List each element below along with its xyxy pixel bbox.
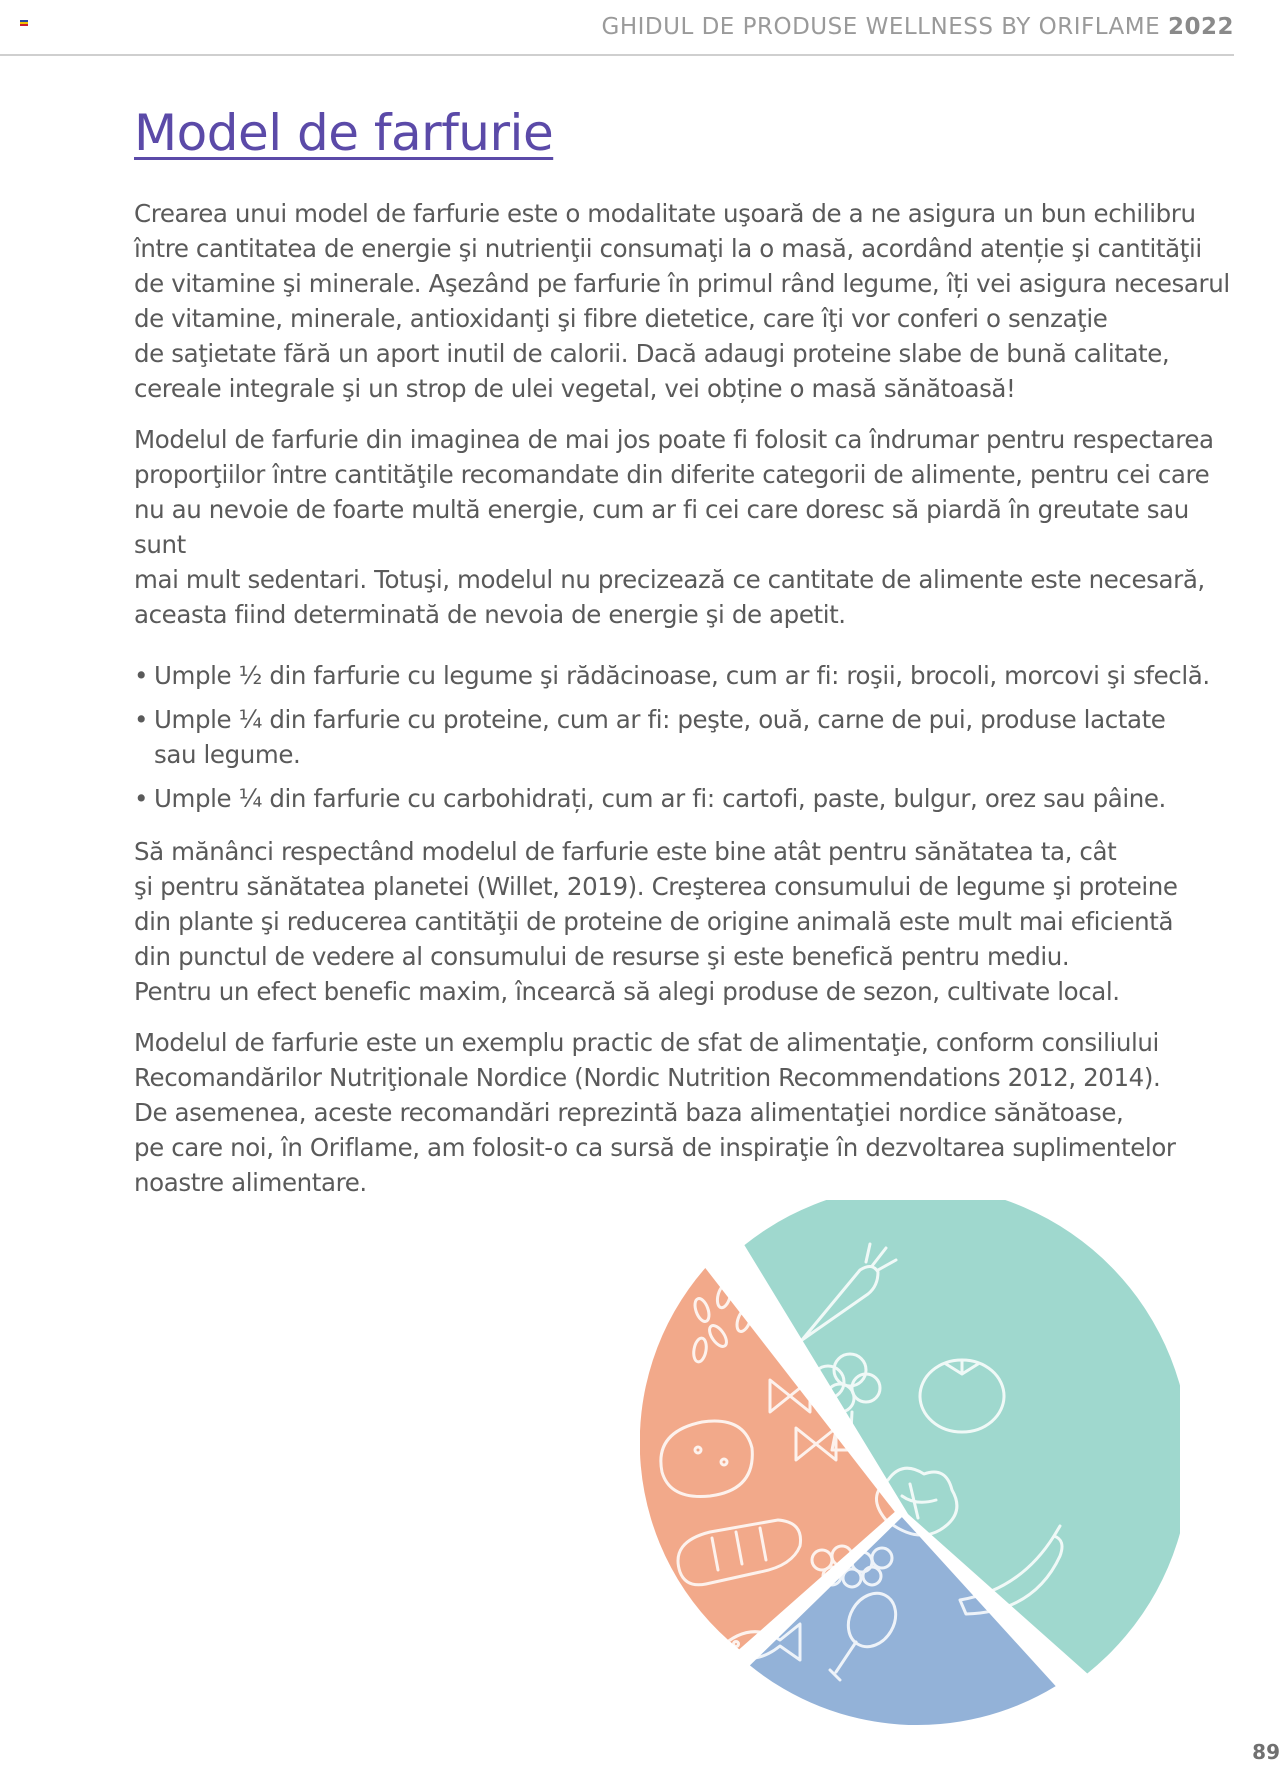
- text-line: cereale integrale şi un strop de ulei vegetal, vei obține o masă sănătoasă!: [134, 374, 1016, 403]
- text-line: de saţietate fără un aport inutil de calorii. Dacă adaugi proteine slabe de bună calitate,: [134, 339, 1170, 368]
- bullet-icon: •: [134, 661, 149, 690]
- text-line: proporţiilor între cantităţile recomandate din diferite categorii de alimente, pentru cei care: [134, 460, 1210, 489]
- page-title: Model de farfurie: [134, 104, 554, 162]
- text-line: aceasta fiind determinată de nevoia de energie şi de apetit.: [134, 600, 846, 629]
- text-line: de vitamine, minerale, antioxidanţi şi fibre dietetice, care îţi vor conferi o senzaţie: [134, 304, 1108, 333]
- text-line: Modelul de farfurie din imaginea de mai jos poate fi folosit ca îndrumar pentru respectarea: [134, 425, 1214, 454]
- language-flag-icon: [20, 20, 28, 26]
- page-number: 89: [1252, 1740, 1280, 1764]
- text-line: Să mănânci respectând modelul de farfurie este bine atât pentru sănătatea ta, cât: [134, 837, 1117, 866]
- plate-proportions-list: [134, 658, 1234, 816]
- text-line: între cantitatea de energie şi nutrienţii consumaţi la o masă, acordând atenție şi cantităţii: [134, 234, 1202, 263]
- nordic-recommendations-paragraph: [134, 1025, 1234, 1200]
- text-line: din punctul de vedere al consumului de resurse şi este benefică pentru mediu.: [134, 942, 1070, 971]
- text-line: Recomandărilor Nutriţionale Nordice (Nordic Nutrition Recommendations 2012, 2014).: [134, 1063, 1161, 1092]
- bullet-icon: •: [134, 705, 149, 734]
- plate-model-illustration: [640, 1200, 1180, 1740]
- text-line: Umple ¼ din farfurie cu carbohidrați, cum ar fi: cartofi, paste, bulgur, orez sau pâine.: [154, 784, 1166, 813]
- text-line: Crearea unui model de farfurie este o modalitate uşoară de a ne asigura un bun echilibru: [134, 199, 1196, 228]
- text-line: din plante şi reducerea cantităţii de proteine de origine animală este mult mai eficientă: [134, 907, 1174, 936]
- text-line: nu au nevoie de foarte multă energie, cum ar fi cei care doresc să piardă în greutate sau sunt: [134, 495, 1189, 559]
- text-line: noastre alimentare.: [134, 1168, 367, 1197]
- intro-paragraph: [134, 196, 1234, 406]
- header-divider: [0, 54, 1234, 56]
- text-line: De asemenea, aceste recomandări reprezintă baza alimentaţiei nordice sănătoase,: [134, 1098, 1124, 1127]
- bullet-icon: •: [134, 784, 149, 813]
- text-line: Umple ½ din farfurie cu legume şi rădăcinoase, cum ar fi: roşii, brocoli, morcovi şi sfeclă.: [154, 661, 1210, 690]
- article-body: [134, 196, 1234, 1216]
- header-year: 2022: [1167, 14, 1234, 40]
- running-title: GHIDUL DE PRODUSE WELLNESS BY ORIFLAME: [601, 14, 1161, 40]
- plate-model-paragraph: [134, 422, 1234, 632]
- text-line: şi pentru sănătatea planetei (Willet, 2019). Creşterea consumului de legume şi proteine: [134, 872, 1178, 901]
- text-line: Modelul de farfurie este un exemplu practic de sfat de alimentaţie, conform consiliului: [134, 1028, 1159, 1057]
- text-line: sau legume.: [154, 740, 301, 769]
- list-item: [134, 702, 1234, 772]
- text-line: Umple ¼ din farfurie cu proteine, cum ar fi: peşte, ouă, carne de pui, produse lactate: [154, 705, 1166, 734]
- text-line: pe care noi, în Oriflame, am folosit-o ca sursă de inspiraţie în dezvoltarea suplimentelor: [134, 1133, 1176, 1162]
- text-line: mai mult sedentari. Totuşi, modelul nu precizează ce cantitate de alimente este necesară,: [134, 565, 1205, 594]
- running-header: [602, 14, 1234, 40]
- text-line: Pentru un efect benefic maxim, încearcă să alegi produse de sezon, cultivate local.: [134, 977, 1120, 1006]
- list-item: [134, 781, 1234, 816]
- text-line: de vitamine şi minerale. Aşezând pe farfurie în primul rând legume, îți vei asigura necesarul: [134, 269, 1230, 298]
- sustainability-paragraph: [134, 834, 1234, 1009]
- list-item: [134, 658, 1234, 693]
